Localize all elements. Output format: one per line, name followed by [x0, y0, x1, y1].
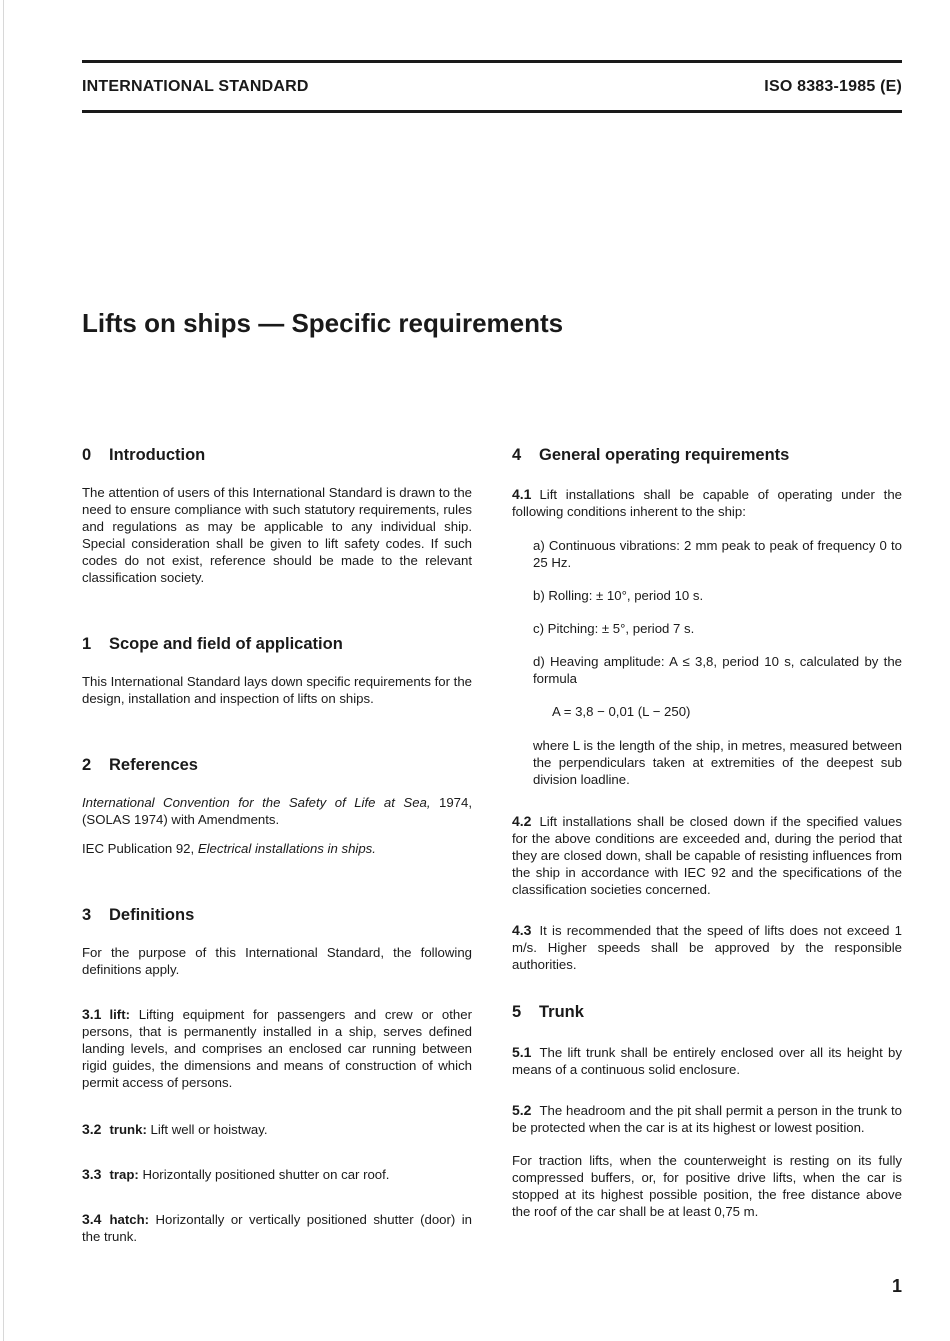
clause-5-2	[512, 1102, 902, 1136]
section-title: Definitions	[109, 906, 195, 924]
definition-number: 3.1	[82, 1006, 102, 1022]
definition-term: trap:	[109, 1167, 139, 1182]
section-2-heading	[82, 756, 472, 775]
definition-text: Horizontally positioned shutter on car roof.	[138, 1167, 390, 1182]
definition-text: Lift well or hoistway.	[146, 1122, 268, 1137]
introduction-text: The attention of users of this International Standard is drawn to the need to ensure compliance with such statutory requirements, rules and regulations as may be applicable to any individual ship. Special consideration shall be given to lift safety codes. If such codes do not exist, reference should be made to the relevant classification society.	[82, 485, 472, 585]
definition-trunk	[82, 1121, 472, 1138]
clause-text: It is recommended that the speed of lifts does not exceed 1 m/s. Higher speeds shall be approved by the responsible authorities.	[512, 923, 902, 972]
clause-5-1	[512, 1044, 902, 1078]
definition-term: lift:	[109, 1007, 130, 1022]
clause-text: Lift installations shall be capable of operating under the following conditions inherent to the ship:	[512, 487, 902, 519]
reference-iec-title: Electrical installations in ships.	[197, 841, 376, 856]
page-number: 1	[891, 1276, 902, 1296]
section-number: 2	[82, 756, 92, 774]
reference-iec	[82, 840, 472, 857]
clause-number: 4.1	[512, 486, 532, 502]
reference-solas-title: International Convention for the Safety of Life at Sea,	[82, 795, 431, 810]
section-title: General operating requirements	[539, 446, 790, 464]
definition-number: 3.2	[82, 1121, 102, 1137]
standard-number-label: ISO 8383-1985 (E)	[764, 78, 902, 95]
clause-number: 5.2	[512, 1102, 532, 1118]
formula-where-text: where L is the length of the ship, in metres, measured between the perpendiculars taken at extremities of the deepest sub division loadline.	[533, 738, 902, 787]
section-number: 0	[82, 446, 92, 464]
right-column	[512, 446, 902, 1220]
clause-5-2-traction: For traction lifts, when the counterweight is resting on its fully compressed buffers, or, for positive drive lifts, when the car is stopped at its highest possible position, the free distance above the roof of the car shall be at least 0,75 m.	[512, 1153, 902, 1219]
section-number: 5	[512, 1003, 522, 1021]
clause-4-2	[512, 813, 902, 898]
section-3-heading	[82, 906, 472, 925]
definition-trap	[82, 1166, 472, 1183]
standard-type-label: INTERNATIONAL STANDARD	[82, 78, 309, 95]
section-number: 1	[82, 635, 92, 653]
condition-pitching: c) Pitching: ± 5°, period 7 s.	[533, 621, 695, 636]
condition-vibrations: a) Continuous vibrations: 2 mm peak to peak of frequency 0 to 25 Hz.	[533, 538, 902, 570]
left-column	[82, 446, 472, 1245]
reference-iec-prefix: IEC Publication 92,	[82, 841, 198, 856]
section-4-heading	[512, 446, 902, 465]
clause-text: Lift installations shall be closed down if the specified values for the above conditions are exceeded and, during the period that they are closed down, shall be capable of resisting influences from the ship in accordance with IEC 92 and the specifications of the classification societies concerned.	[512, 814, 902, 897]
definition-term: trunk:	[109, 1122, 147, 1137]
section-title: Scope and field of application	[109, 635, 343, 653]
clause-4-3	[512, 922, 902, 973]
clause-number: 4.2	[512, 813, 532, 829]
definition-number: 3.4	[82, 1211, 102, 1227]
section-number: 3	[82, 906, 92, 924]
reference-solas	[82, 794, 472, 828]
clause-number: 4.3	[512, 922, 532, 938]
scan-edge	[3, 0, 4, 1341]
heaving-formula: A = 3,8 − 0,01 (L − 250)	[552, 704, 691, 719]
clause-number: 5.1	[512, 1044, 532, 1060]
section-0-heading	[82, 446, 472, 465]
reference-solas-rest: 1974, (SOLAS 1974) with Amendments.	[82, 795, 472, 827]
clause-text: The headroom and the pit shall permit a person in the trunk to be protected when the car is at its highest or lowest position.	[512, 1103, 902, 1135]
condition-rolling: b) Rolling: ± 10°, period 10 s.	[533, 588, 704, 603]
clause-text: The lift trunk shall be entirely enclosed over all its height by means of a continuous solid enclosure.	[512, 1045, 902, 1077]
section-5-heading	[512, 1003, 902, 1022]
document-title: Lifts on ships — Specific requirements	[82, 308, 564, 338]
definitions-intro: For the purpose of this International Standard, the following definitions apply.	[82, 945, 472, 977]
section-1-heading	[82, 635, 472, 654]
condition-heaving: d) Heaving amplitude: A ≤ 3,8, period 10 s, calculated by the formula	[533, 654, 902, 686]
header-top-rule	[82, 60, 902, 63]
definition-text: Horizontally or vertically positioned shutter (door) in the trunk.	[82, 1212, 472, 1244]
definition-text: Lifting equipment for passengers and crew or other persons, that is permanently installed in a ship, serves defined landing levels, and comprises an enclosed car running between rigid guides, the dimensions and means of construction of which permit access of persons.	[82, 1007, 472, 1090]
scope-text: This International Standard lays down specific requirements for the design, installation and inspection of lifts on ships.	[82, 674, 472, 706]
definition-number: 3.3	[82, 1166, 102, 1182]
section-number: 4	[512, 446, 522, 464]
section-title: Introduction	[109, 446, 206, 464]
definition-term: hatch:	[109, 1212, 150, 1227]
definition-hatch	[82, 1211, 472, 1245]
header-bottom-rule	[82, 110, 902, 113]
definition-lift	[82, 1006, 472, 1091]
section-title: Trunk	[539, 1003, 584, 1021]
section-title: References	[109, 756, 198, 774]
clause-4-1	[512, 486, 902, 520]
